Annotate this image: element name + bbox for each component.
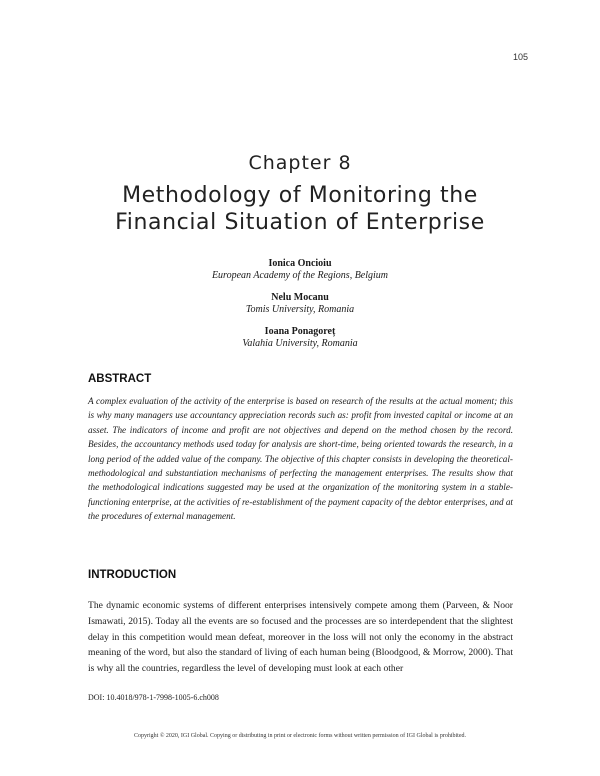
abstract-text: A complex evaluation of the activity of the enterprise is based on research of the results at the actual moment; this is why many managers use accountancy appreciation records such as: profit from invested capital or income at an asset. The indicators of income and profit are not objectives and depend on the method chosen by the record. Besides, the accountancy methods used today for analysis are short-time, being oriented towards the research, in a long period of the added value of the company. The objective of this chapter consists in developing the theoretical-methodological and substantiation mechanisms of perfecting the management enterprises. The results show that the methodological indications suggested may be used at the organization of the monitoring system in a stable-functioning enterprise, at the activities of re-establishment of the payment capacity of the debtor enterprises, and at the procedures of external management. bbox=[88, 396, 513, 522]
author-affiliation: Valahia University, Romania bbox=[242, 338, 358, 349]
doi-line: DOI: 10.4018/978-1-7998-1005-6.ch008 bbox=[88, 693, 219, 702]
author-name: Ionica Oncioiu bbox=[268, 258, 332, 269]
chapter-title-line-2: Financial Situation of Enterprise bbox=[115, 210, 485, 235]
author-affiliation: Tomis University, Romania bbox=[245, 304, 355, 315]
author-name: Nelu Mocanu bbox=[271, 292, 329, 303]
chapter-title-line-1: Methodology of Monitoring the bbox=[122, 183, 478, 208]
chapter-title bbox=[0, 182, 600, 236]
author-block bbox=[0, 292, 600, 316]
page-number: 105 bbox=[512, 52, 528, 62]
copyright-notice: Copyright © 2020, IGI Global. Copying or distributing in print or electronic forms without written permission of IGI Global is prohibited. bbox=[133, 733, 466, 739]
author-affiliation: European Academy of the Regions, Belgium bbox=[211, 270, 389, 281]
introduction-text: The dynamic economic systems of different enterprises intensively compete among them (Parveen, & Noor Ismawati, 2015). Today all the events are so focused and the processes are so interdependent that the slightest delay in this competition would mean defeat, moreover in the loss will not only the economy in the abstract meaning of the word, but also the standard of living of each human being (Bloodgood, & Morrow, 2000). That is why all the countries, regardless the level of developing must look at each other bbox=[88, 600, 513, 675]
introduction-heading: INTRODUCTION bbox=[88, 569, 177, 581]
author-list bbox=[0, 258, 600, 360]
author-block bbox=[0, 258, 600, 282]
chapter-label: Chapter 8 bbox=[248, 152, 352, 174]
abstract-heading: ABSTRACT bbox=[88, 373, 152, 385]
author-name: Ioana Ponagoreț bbox=[264, 326, 336, 337]
author-block bbox=[0, 326, 600, 350]
